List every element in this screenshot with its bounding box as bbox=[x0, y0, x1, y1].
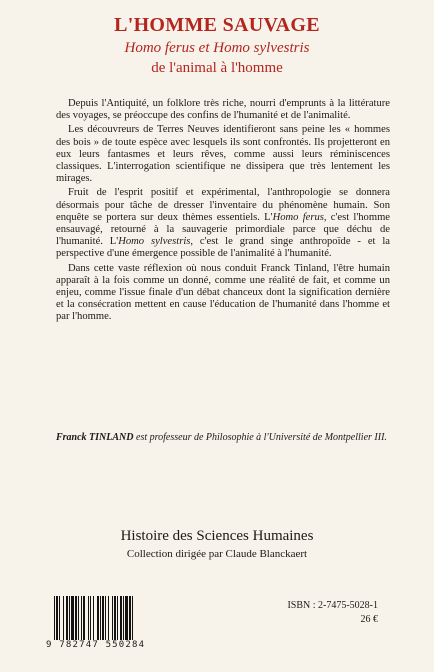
barcode-bar bbox=[129, 596, 131, 640]
barcode-bar bbox=[93, 596, 94, 640]
barcode-bar bbox=[120, 596, 122, 640]
barcode-bar bbox=[71, 596, 74, 640]
blurb-p3-part-e: , c'est le grand singe anthropoïde - et la perspective d'une émergence possible de l'animalité à l'humanité. bbox=[56, 236, 390, 260]
barcode-bar bbox=[105, 596, 106, 640]
book-title: L'HOMME SAUVAGE bbox=[114, 14, 320, 36]
barcode-image bbox=[52, 596, 162, 640]
barcode-bar bbox=[56, 596, 58, 640]
author-note bbox=[56, 432, 400, 443]
barcode-bar bbox=[81, 596, 82, 640]
price: 26 € bbox=[360, 614, 378, 625]
barcode-bar bbox=[83, 596, 85, 640]
series-director: Collection dirigée par Claude Blanckaert bbox=[126, 548, 308, 560]
blurb-paragraph-3 bbox=[56, 187, 390, 260]
blurb-p3-homo-ferus: Homo ferus bbox=[272, 211, 324, 223]
barcode-bar bbox=[114, 596, 116, 640]
barcode-bar bbox=[123, 596, 124, 640]
blurb-p3-part-a: Fruit de l'esprit positif et expérimental, l'anthropologie se donnera désormais pour tâche de dresser l'inventaire du phénomène humain. Son enquête se portera sur deux thèmes essentiels. L' bbox=[56, 187, 390, 223]
barcode-bar bbox=[132, 596, 133, 640]
barcode-bar bbox=[63, 596, 64, 640]
author-bio: est professeur de Philosophie à l'Université de Montpellier III. bbox=[133, 432, 387, 443]
book-subtitle-italic: Homo ferus et Homo sylvestris bbox=[124, 40, 310, 56]
barcode-bar bbox=[69, 596, 70, 640]
barcode-bar bbox=[90, 596, 91, 640]
barcode-bar bbox=[112, 596, 113, 640]
book-subtitle: de l'animal à l'homme bbox=[151, 60, 283, 76]
blurb-p3-homo-sylvestris: Homo sylvestris bbox=[118, 236, 191, 248]
barcode-bar bbox=[108, 596, 109, 640]
blurb bbox=[56, 98, 390, 326]
barcode-bar bbox=[117, 596, 118, 640]
barcode-bar bbox=[59, 596, 60, 640]
blurb-paragraph-1: Depuis l'Antiquité, un folklore très riche, nourri d'emprunts à la littérature des voyages, se préoccupe des confins de l'humanité et de l'animalité. bbox=[56, 98, 390, 122]
barcode-bar bbox=[97, 596, 99, 640]
barcode-bar bbox=[66, 596, 68, 640]
barcode-bar bbox=[75, 596, 77, 640]
blurb-p3-part-c: , c'est l'homme ensauvagé, retourné à la sauvagerie primordiale parce que déchu de l'humanité. L' bbox=[56, 211, 391, 248]
isbn: ISBN : 2-7475-5028-1 bbox=[287, 600, 378, 611]
barcode-bar bbox=[88, 596, 89, 640]
barcode-bar bbox=[100, 596, 101, 640]
series-name: Histoire des Sciences Humaines bbox=[120, 528, 314, 544]
barcode-bar bbox=[125, 596, 128, 640]
barcode-bar bbox=[102, 596, 104, 640]
barcode-bar bbox=[54, 596, 55, 640]
blurb-paragraph-2: Les découvreurs de Terres Neuves identifieront sans peine les « hommes des bois » de toute espèce avec lesquels ils sont confrontés. Ils projetteront en eux leurs fantasmes et leurs rêves, comme aussi leurs réminiscences classiques. L'interrogation scientifique ne dissipera que très lentement les mirages. bbox=[56, 124, 390, 185]
blurb-paragraph-4: Dans cette vaste réflexion où nous conduit Franck Tinland, l'être humain apparaît à la fois comme un donné, comme une réalité de fait, et comme un enjeu, comme l'issue finale d'un débat chanceux dont la signification dernière et la consécration mettent en cause l'éducation de l'humanité dans l'homme et par l'homme. bbox=[56, 262, 390, 323]
barcode-bar bbox=[78, 596, 79, 640]
author-name: Franck TINLAND bbox=[56, 432, 134, 443]
barcode-digits: 9 782747 550284 bbox=[46, 640, 146, 650]
